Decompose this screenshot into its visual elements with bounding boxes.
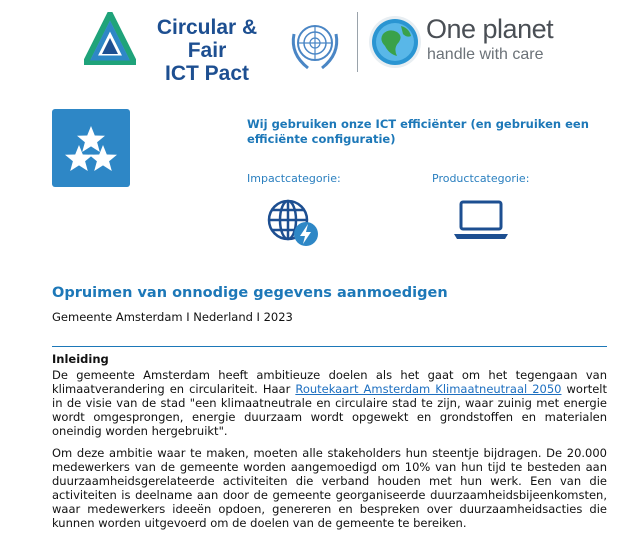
practice-headline: Wij gebruiken onze ICT efficiënter (en gebruiken een efficiënte configuratie) (247, 117, 589, 146)
circular-fair-logo-icon (84, 12, 136, 68)
one-planet-subtitle: handle with care (427, 46, 544, 63)
intro-paragraph-2: Om deze ambitie waar te maken, moeten alle stakeholders hun steentje bijdragen. De 20.000 medewerkers van de gemeente worden aangemoedigd om 10% van hun tijd te besteden aan duurzaamheidsgerelateerde activiteiten die verband houden met hun werk. Een van die activiteiten is deelname aan door de gemeente georganiseerde duurzaamheidsbijeenkomsten, waar medewerkers ideeën opdoen, genereren en bespreken over duurzaamheidsacties die kunnen worden uitgevoerd om de doelen van de gemeente te bereiken. (52, 446, 607, 530)
intro-p1-text: De gemeente Amsterdam heeft ambitieuze doelen als het gaat om het tegengaan van klimaatverandering en circulariteit. Haar (52, 368, 607, 396)
intro-section (52, 352, 607, 538)
header (0, 0, 640, 90)
three-stars-icon (52, 109, 130, 187)
impact-category-label: Impactcategorie: (247, 172, 341, 185)
section-divider (52, 346, 607, 347)
circular-fair-wordmark: Circular & Fair ICT Pact (156, 16, 258, 85)
laptop-icon (452, 198, 510, 242)
intro-p1-text-end: wortelt in de visie van de stad "een klimaatneutrale en circulaire stad te zijn, waar zuinig met energie wordt omgesprongen, energie duurzaam wordt opgewekt en grondstoffen en materialen oneindig worden hergebruikt". (52, 382, 607, 438)
page-subtitle: Gemeente Amsterdam I Nederland I 2023 (52, 310, 293, 324)
intro-paragraph-1 (52, 368, 607, 438)
roadmap-link[interactable]: Routekaart Amsterdam Klimaatneutraal 2050 (295, 382, 562, 396)
globe-logo-icon (367, 14, 423, 70)
globe-energy-icon (264, 196, 320, 248)
one-planet-title: One planet (426, 14, 554, 44)
un-emblem-icon (286, 14, 344, 72)
product-category-label: Productcategorie: (432, 172, 530, 185)
intro-heading: Inleiding (52, 352, 109, 366)
page-title: Opruimen van onnodige gegevens aanmoedigen (52, 285, 448, 301)
header-divider (357, 12, 358, 72)
